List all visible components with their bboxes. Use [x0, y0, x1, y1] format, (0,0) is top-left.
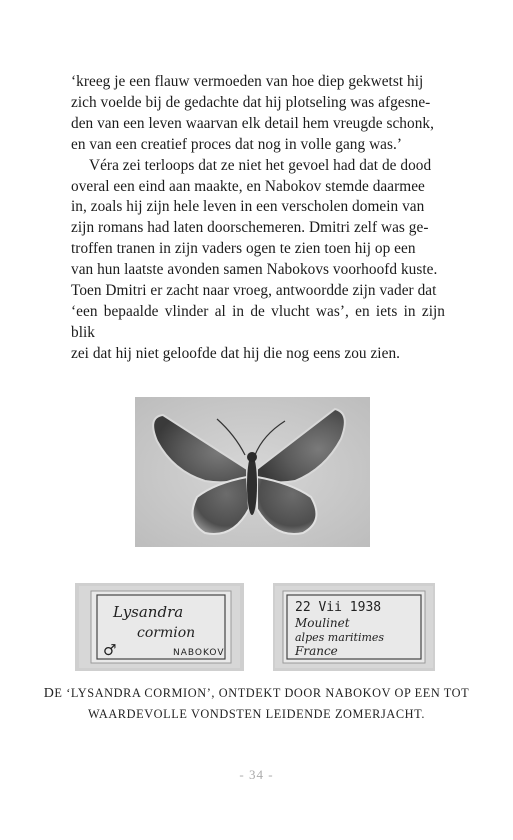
body-text — [71, 72, 445, 365]
label-signature: NABOKOV — [173, 648, 225, 658]
text-line: zich voelde bij de gedachte dat hij plotseling was afgesne- — [71, 93, 431, 111]
text-line: den van een leven waarvan elk detail hem vreugde schonk, — [71, 114, 434, 132]
text-line: zijn romans had laten doorschemeren. Dmitri zelf was ge- — [71, 219, 429, 237]
text-line: en van een creatief proces dat nog in volle gang was.’ — [71, 135, 403, 153]
label-town: Moulinet — [295, 616, 350, 630]
specimen-label-locality — [273, 583, 435, 671]
label-country: France — [295, 644, 338, 658]
caption-text: E ‘LYSANDRA CORMION’, ONTDEKT DOOR NABOKOV OP EEN TOT — [54, 686, 470, 700]
male-symbol-icon: ♂ — [103, 641, 117, 659]
text-line: troffen tranen in zijn vaders ogen te zien toen hij op een — [71, 240, 416, 258]
text-line: Toen Dmitri er zacht naar vroeg, antwoordde zijn vader dat — [71, 282, 437, 300]
text-line: ‘een bepaalde vlinder al in de vlucht was’, en iets in zijn blik — [71, 302, 445, 341]
paragraph-quote — [71, 72, 445, 156]
caption-line-2: WAARDEVOLLE VONDSTEN LEIDENDE ZOMERJACHT. — [88, 707, 425, 721]
page-number: - 34 - — [239, 767, 274, 782]
butterfly-icon — [135, 397, 370, 547]
text-line: zei dat hij niet geloofde dat hij die nog eens zou zien. — [71, 344, 401, 362]
label-species: Lysandra — [113, 603, 184, 621]
text-line: overal een eind aan maakte, en Nabokov stemde daarmee — [71, 177, 425, 195]
text-line: van hun laatste avonden samen Nabokovs voorhoofd kuste. — [71, 261, 438, 279]
caption-line-1 — [40, 686, 473, 702]
label-region: alpes maritimes — [295, 631, 385, 644]
butterfly-photo — [135, 397, 370, 547]
label-subspecies: cormion — [137, 625, 196, 641]
paragraph-vera — [71, 156, 445, 365]
text-line: Véra zei terloops dat ze niet het gevoel had dat de dood — [89, 156, 432, 174]
caption-lead-letter: D — [43, 686, 55, 701]
text-line: in, zoals hij zijn hele leven in een verscholen domein van — [71, 198, 425, 216]
text-line: ‘kreeg je een flauw vermoeden van hoe diep gekwetst hij — [71, 73, 424, 90]
label-date: 22 Vii 1938 — [295, 600, 382, 615]
specimen-label-name — [75, 583, 244, 671]
